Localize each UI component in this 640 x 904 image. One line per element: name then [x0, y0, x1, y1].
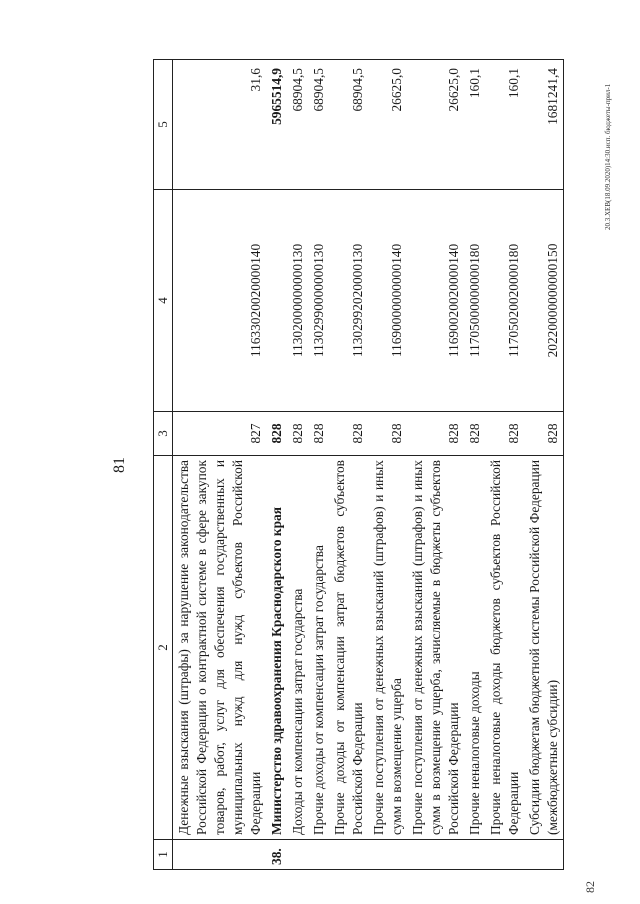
- table-row: [329, 60, 368, 870]
- row-name: Прочие неналоговые доходы: [464, 456, 485, 840]
- table-row: [485, 60, 524, 870]
- header-cell: 1: [154, 840, 173, 870]
- row-number: [524, 840, 564, 870]
- row-name: Прочие поступления от денежных взысканий (штрафов) и иных сумм в возмещение ущерба: [368, 456, 407, 840]
- admin-code: 828: [524, 412, 564, 456]
- row-number: [407, 840, 464, 870]
- amount: 68904,5: [329, 60, 368, 190]
- admin-code: 828: [485, 412, 524, 456]
- budget-code: 11302000000000130: [287, 190, 308, 412]
- amount: 26625,0: [368, 60, 407, 190]
- row-number: [485, 840, 524, 870]
- budget-code: 20220000000000150: [524, 190, 564, 412]
- document-code-note: 20.3.XEB(18.09.2020)14:30.исп. бюджеты-прил-1: [604, 83, 612, 230]
- row-name: Прочие неналоговые доходы бюджетов субъектов Российской Федерации: [485, 456, 524, 840]
- admin-code: 828: [368, 412, 407, 456]
- amount: 31,6: [173, 60, 267, 190]
- row-name: Прочие доходы от компенсации затрат бюджетов субъектов Российской Федерации: [329, 456, 368, 840]
- table-row: [407, 60, 464, 870]
- table-row: [524, 60, 564, 870]
- header-cell: 5: [154, 60, 173, 190]
- header-cell: 3: [154, 412, 173, 456]
- table-row: [287, 60, 308, 870]
- admin-code: 828: [329, 412, 368, 456]
- row-number: [464, 840, 485, 870]
- admin-code: 827: [173, 412, 267, 456]
- row-name: Доходы от компенсации затрат государства: [287, 456, 308, 840]
- admin-code: 828: [308, 412, 329, 456]
- amount: 68904,5: [287, 60, 308, 190]
- rotated-page: [95, 60, 600, 870]
- row-number: [308, 840, 329, 870]
- amount: 5965514,9: [266, 60, 287, 190]
- table-header-row: [154, 60, 173, 870]
- budget-code: 11302992020000130: [329, 190, 368, 412]
- table-row: [368, 60, 407, 870]
- amount: 160,1: [485, 60, 524, 190]
- budget-code: 11690020020000140: [407, 190, 464, 412]
- budget-code: 11690000000000140: [368, 190, 407, 412]
- row-name: Денежные взыскания (штрафы) за нарушение законодательства Российской Федерации о контрактной системе в сфере закупок товаров, работ, услуг для обеспечения государственных и муниципальных нужд для нужд субъектов Российской Федерации: [173, 456, 267, 840]
- header-cell: 4: [154, 190, 173, 412]
- admin-code: 828: [464, 412, 485, 456]
- table-row: [266, 60, 287, 870]
- budget-code: 11633020020000140: [173, 190, 267, 412]
- table-row: [464, 60, 485, 870]
- budget-code: [266, 190, 287, 412]
- budget-code: 11705020020000180: [485, 190, 524, 412]
- page-number-top: 81: [111, 457, 128, 473]
- table-body: [173, 60, 564, 870]
- row-number: [368, 840, 407, 870]
- row-number: [173, 840, 267, 870]
- admin-code: 828: [407, 412, 464, 456]
- header-cell: 2: [154, 456, 173, 840]
- amount: 26625,0: [407, 60, 464, 190]
- table-row: [308, 60, 329, 870]
- row-name: Прочие поступления от денежных взысканий (штрафов) и иных сумм в возмещение ущерба, зачисляемые в бюджеты субъектов Российской Федерации: [407, 456, 464, 840]
- admin-code: 828: [266, 412, 287, 456]
- row-number: 38.: [266, 840, 287, 870]
- amount: 1681241,4: [524, 60, 564, 190]
- row-number: [329, 840, 368, 870]
- row-name: Министерство здравоохранения Краснодарского края: [266, 456, 287, 840]
- amount: 160,1: [464, 60, 485, 190]
- budget-code: 11302990000000130: [308, 190, 329, 412]
- admin-code: 828: [287, 412, 308, 456]
- row-name: Прочие доходы от компенсации затрат государства: [308, 456, 329, 840]
- row-number: [287, 840, 308, 870]
- row-name: Субсидии бюджетам бюджетной системы Российской Федерации (межбюджетные субсидии): [524, 456, 564, 840]
- table-row: [173, 60, 267, 870]
- revenue-table: [153, 59, 564, 870]
- budget-code: 11705000000000180: [464, 190, 485, 412]
- amount: 68904,5: [308, 60, 329, 190]
- page-number-bottom: 82: [583, 881, 597, 893]
